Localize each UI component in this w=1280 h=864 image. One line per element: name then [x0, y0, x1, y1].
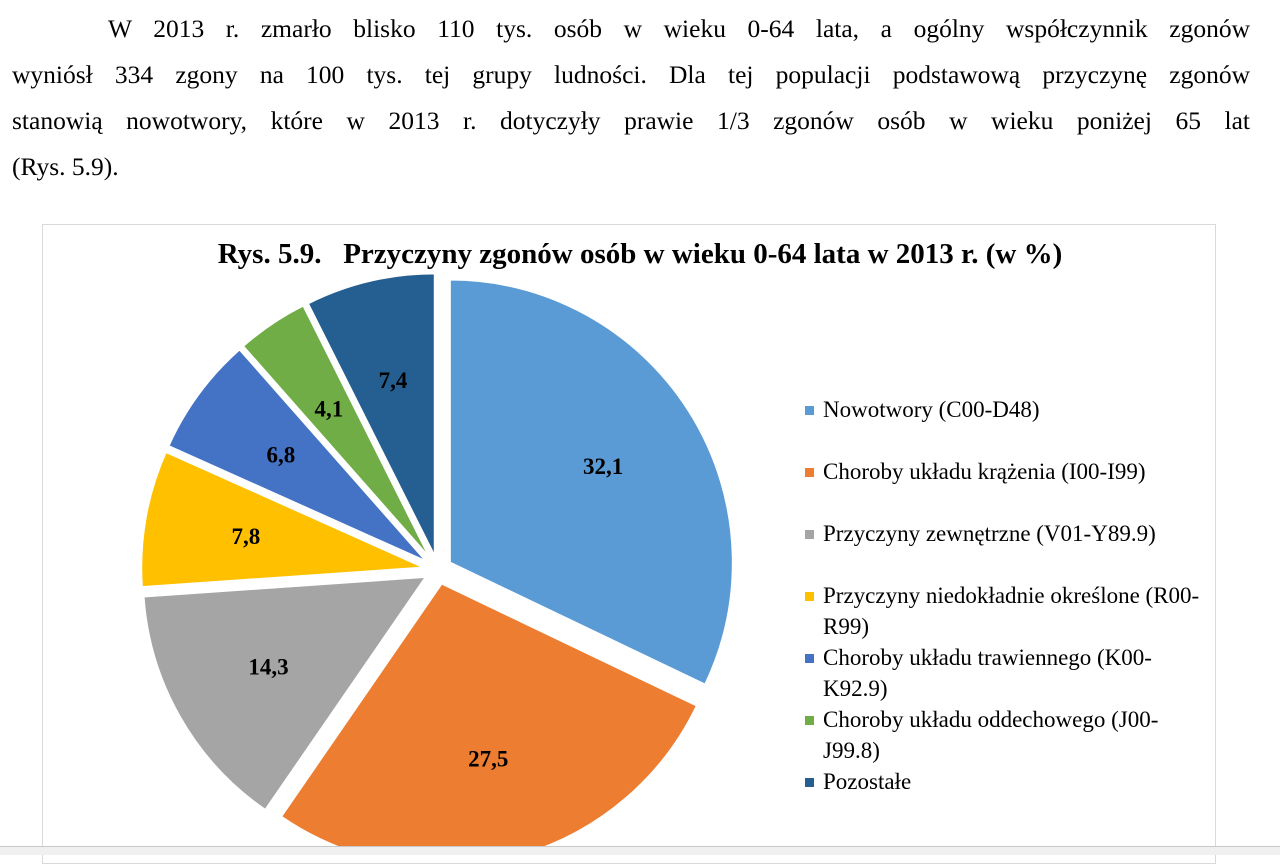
data-label: 7,8 [231, 523, 261, 549]
paragraph-line: W 2013 r. zmarło blisko 110 tys. osób w wieku 0-64 lata, a ogólny współczynnik zgonów [108, 14, 1250, 43]
legend-label: Choroby układu oddechowego (J00-J99.8) [823, 707, 1159, 763]
legend-item [805, 456, 1208, 487]
legend-swatch [805, 654, 814, 663]
data-label: 6,8 [266, 442, 296, 468]
legend-item [805, 394, 1208, 425]
legend-swatch [805, 530, 814, 539]
legend-swatch [805, 592, 814, 601]
legend-item [805, 580, 1208, 642]
legend-label: Przyczyny zewnętrzne (V01-Y89.9) [823, 521, 1156, 546]
data-label: 7,4 [378, 368, 408, 394]
chart-title-prefix: Rys. 5.9. [217, 238, 322, 270]
paragraph-line: wyniósł 334 zgony na 100 tys. tej grupy ludności. Dla tej populacji podstawową przyczynę zgonów [12, 60, 1250, 89]
legend-label: Choroby układu trawiennego (K00-K92.9) [823, 645, 1152, 701]
legend-item [805, 704, 1208, 766]
data-label: 14,3 [248, 654, 289, 680]
legend-swatch [805, 406, 814, 415]
legend-label: Nowotwory (C00-D48) [823, 397, 1040, 422]
legend-swatch [805, 468, 814, 477]
legend-item [805, 642, 1208, 704]
data-label: 32,1 [582, 453, 624, 479]
chart-title-text: Przyczyny zgonów osób w wieku 0-64 lata w 2013 r. (w %) [343, 238, 1063, 270]
legend-item [805, 518, 1208, 549]
legend-label: Pozostałe [823, 769, 912, 794]
paragraph-line: (Rys. 5.9). [12, 152, 119, 181]
legend-swatch [805, 716, 814, 725]
legend-label: Choroby układu krążenia (I00-I99) [823, 459, 1146, 484]
legend-label: Przyczyny niedokładnie określone (R00-R99) [823, 583, 1200, 639]
paragraph-line: stanowią nowotwory, które w 2013 r. dotyczyły prawie 1/3 zgonów osób w wieku poniżej 65 lat [12, 106, 1250, 135]
data-label: 4,1 [314, 396, 344, 422]
legend-item [805, 766, 1208, 797]
data-label: 27,5 [468, 746, 509, 772]
legend-swatch [805, 778, 814, 787]
